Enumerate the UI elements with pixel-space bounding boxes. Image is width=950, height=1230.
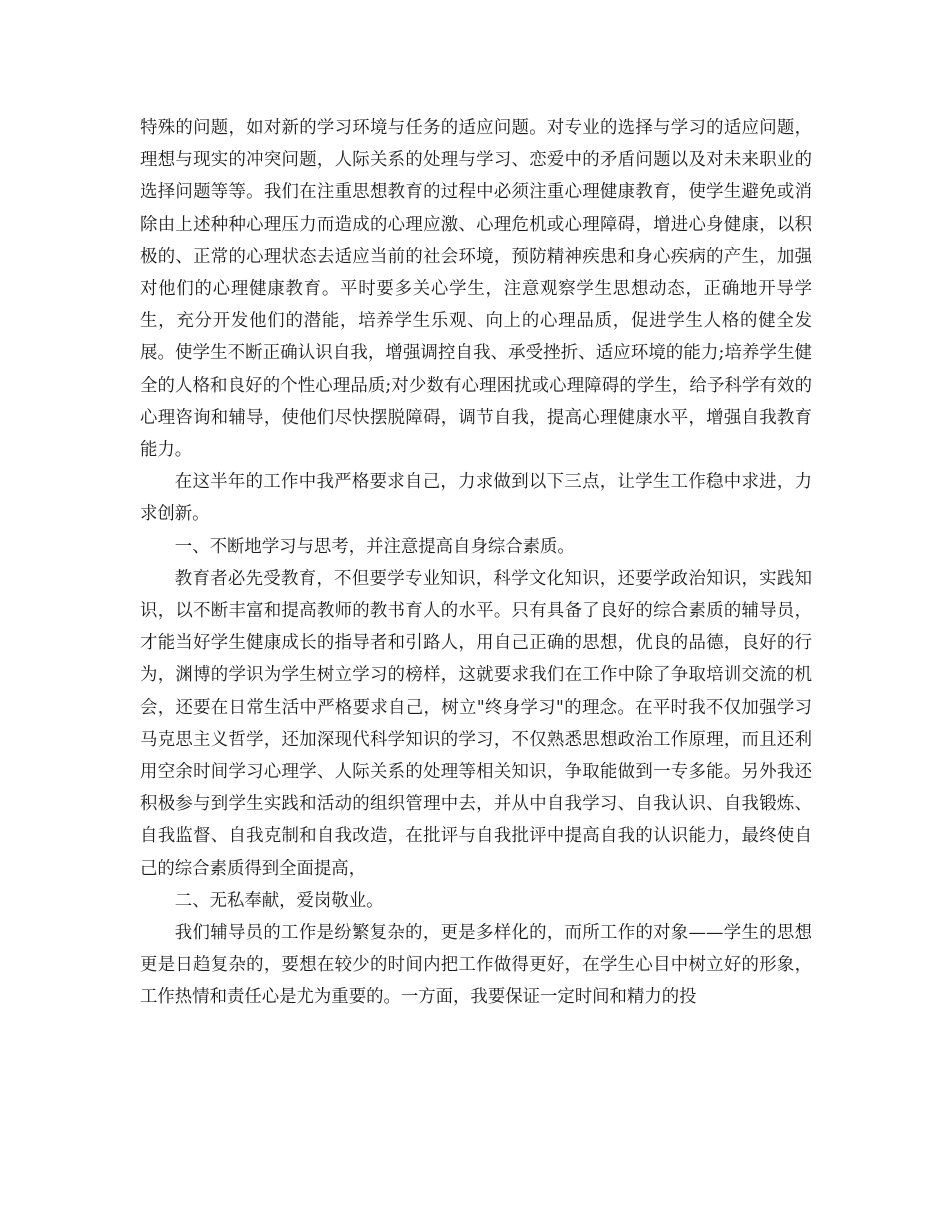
paragraph-3: 教育者必先受教育，不但要学专业知识，科学文化知识，还要学政治知识，实践知识，以不断丰富和提高教师的教书育人的水平。只有具备了良好的综合素质的辅导员，才能当好学生健康成长的指导者和引路人，用自己正确的思想，优良的品德，良好的行为，渊博的学识为学生树立学习的榜样，这就要求我们在工作中除了争取培训交流的机会，还要在日常生活中严格要求自己，树立"终身学习"的理念。在平时我不仅加强学习马克思主义哲学，还加深现代科学知识的学习，不仅熟悉思想政治工作原理，而且还利用空余时间学习心理学、人际关系的处理等相关知识，争取能做到一专多能。另外我还积极参与到学生实践和活动的组织管理中去，并从中自我学习、自我认识、自我锻炼、自我监督、自我克制和自我改造，在批评与自我批评中提高自我的认识能力，最终使自己的综合素质得到全面提高， [140, 568, 812, 879]
paragraph-1: 特殊的问题，如对新的学习环境与任务的适应问题。对专业的选择与学习的适应问题，理想与现实的冲突问题，人际关系的处理与学习、恋爱中的矛盾问题以及对未来职业的选择问题等等。我们在注重思想教育的过程中必须注重心理健康教育，使学生避免或消除由上述种种心理压力而造成的心理应激、心理危机或心理障碍，增进心身健康，以积极的、正常的心理状态去适应当前的社会环境，预防精神疾患和身心疾病的产生，加强对他们的心理健康教育。平时要多关心学生，注意观察学生思想动态，正确地开导学生，充分开发他们的潜能，培养学生乐观、向上的心理品质，促进学生人格的健全发展。使学生不断正确认识自我，增强调控自我、承受挫折、适应环境的能力;培养学生健全的人格和良好的个性心理品质;对少数有心理困扰或心理障碍的学生，给予科学有效的心理咨询和辅导，使他们尽快摆脱障碍，调节自我，提高心理健康水平，增强自我教育能力。 [140, 118, 812, 461]
section-heading-2: 二、无私奉献，爱岗敬业。 [174, 890, 384, 911]
paragraph-2: 在这半年的工作中我严格要求自己，力求做到以下三点，让学生工作稳中求进，力求创新。 [140, 472, 812, 525]
section-heading-1: 一、不断地学习与思考，并注意提高自身综合素质。 [174, 536, 575, 557]
document-page [140, 112, 812, 1014]
paragraph-4: 我们辅导员的工作是纷繁复杂的，更是多样化的，而所工作的对象——学生的思想更是日趋复杂的，要想在较少的时间内把工作做得更好，在学生心目中树立好的形象，工作热情和责任心是尤为重要的。一方面，我要保证一定时间和精力的投 [140, 923, 812, 1008]
